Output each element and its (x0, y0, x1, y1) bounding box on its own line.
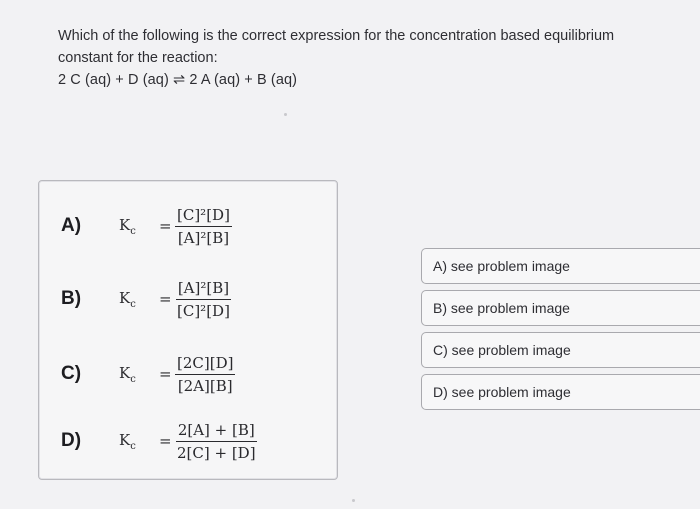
fraction (175, 279, 232, 320)
reaction-equation: 2 C (aq) + D (aq) ⇌ 2 A (aq) + B (aq) (58, 72, 298, 88)
kc-symbol: $K_c$ (119, 430, 136, 452)
artifact-dot (352, 499, 355, 502)
kc-symbol: $K_c$ (119, 363, 136, 385)
option-letter: B) (61, 288, 82, 309)
equals-sign: = (159, 290, 172, 308)
denominator: [A]²[B] (177, 228, 230, 247)
option-letter: D) (61, 430, 82, 451)
denominator: [C]²[D] (177, 301, 230, 320)
numerator: [A]²[B] (176, 279, 231, 300)
question-line-2: constant for the reaction: (58, 50, 218, 66)
problem-image (38, 180, 338, 480)
question-text (58, 25, 678, 91)
option-letter: C) (61, 363, 82, 384)
answer-choices (421, 248, 700, 416)
image-option-d (61, 416, 331, 466)
equals-sign: = (159, 365, 172, 383)
numerator: 2[A] + [B] (176, 421, 257, 442)
image-option-a (61, 201, 331, 251)
artifact-dot (284, 113, 287, 116)
fraction (175, 206, 232, 247)
image-option-c (61, 349, 331, 399)
equals-sign: = (159, 217, 172, 235)
image-option-b (61, 274, 331, 324)
fraction (175, 421, 258, 462)
denominator: [2A][B] (177, 376, 233, 395)
numerator: [C]²[D] (175, 206, 232, 227)
denominator: 2[C] + [D] (177, 443, 256, 462)
fraction (175, 354, 235, 395)
numerator: [2C][D] (175, 354, 235, 375)
question-line-1: Which of the following is the correct expression for the concentration based equilibrium (58, 28, 615, 44)
answer-option-a[interactable]: A) see problem image (421, 248, 700, 284)
answer-option-d[interactable]: D) see problem image (421, 374, 700, 410)
answer-option-c[interactable]: C) see problem image (421, 332, 700, 368)
answer-option-b[interactable]: B) see problem image (421, 290, 700, 326)
kc-symbol: $K_c$ (119, 215, 136, 237)
option-letter: A) (61, 215, 82, 236)
equals-sign: = (159, 432, 172, 450)
kc-symbol: $K_c$ (119, 288, 136, 310)
